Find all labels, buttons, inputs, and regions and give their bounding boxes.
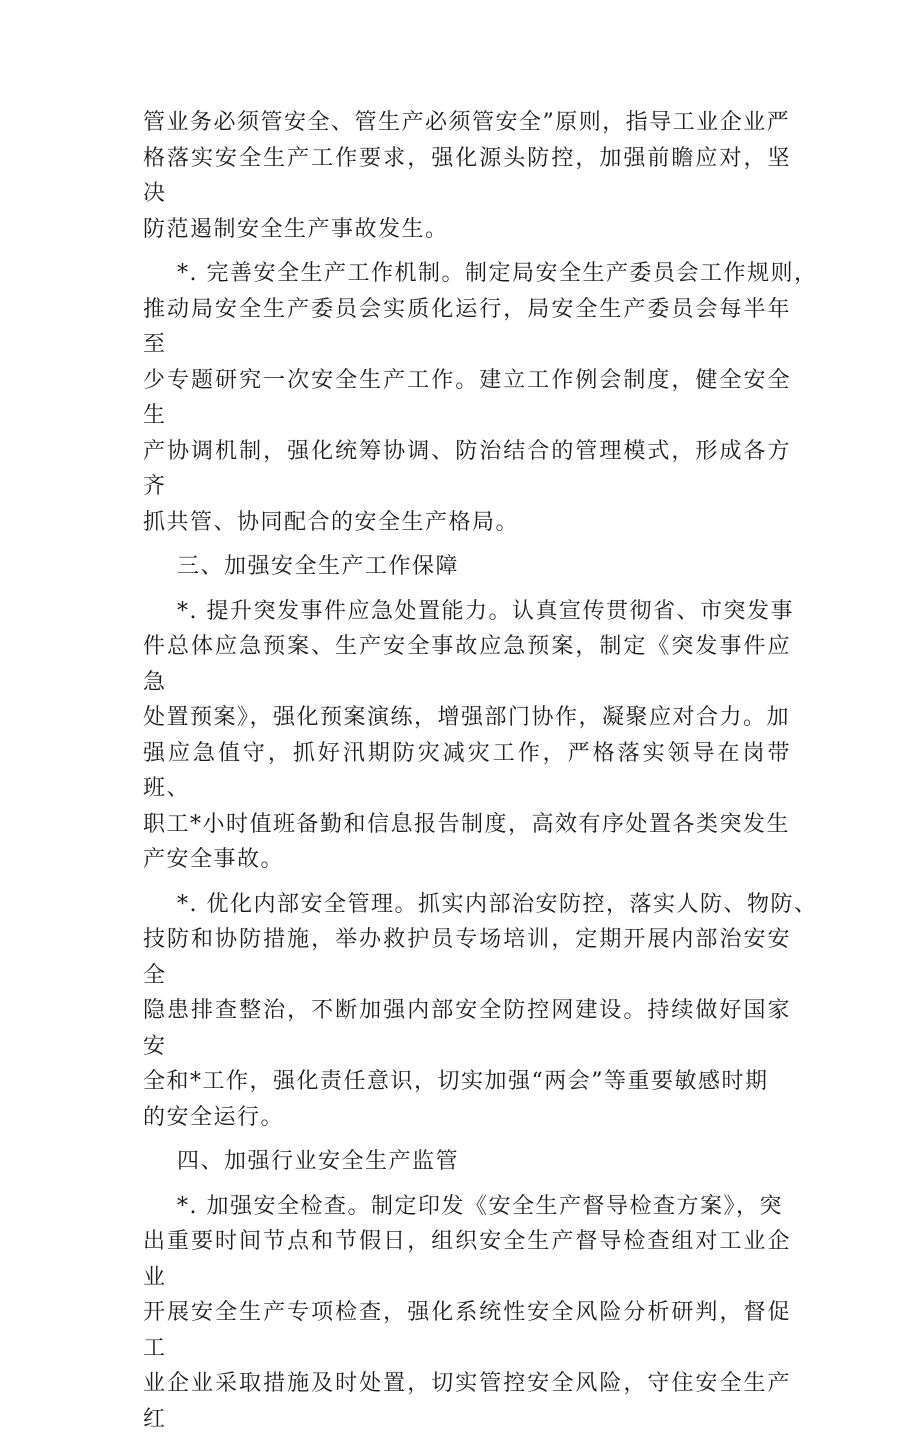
text-line: *. 加强安全检查。制定印发《安全生产督导检查方案》，突 [143,1194,783,1219]
text-line: 推动局安全生产委员会实质化运行，局安全生产委员会每半年至 [143,297,791,358]
heading-text: 三、加强安全生产工作保障 [143,554,459,579]
text-line: 产安全事故。 [143,847,284,872]
paragraph-continuation [143,105,791,247]
text-line: 强应急值守，抓好汛期防灾减灾工作，严格落实领导在岗带班、 [143,741,791,802]
text-line: 隐患排查整治，不断加强内部安全防控网建设。持续做好国家安 [143,998,791,1059]
text-line: 职工*小时值班备勤和信息报告制度，高效有序处置各类突发生 [143,812,790,837]
text-line: *. 完善安全生产工作机制。制定局安全生产委员会工作规则， [143,261,817,286]
text-line: 少专题研究一次安全生产工作。建立工作例会制度，健全安全生 [143,368,791,429]
paragraph-safety-inspection [143,1189,791,1437]
section-heading-3 [143,549,791,585]
text-line: 处置预案》，强化预案演练，增强部门协作，凝聚应对合力。加 [143,705,790,730]
text-line: 抓共管、协同配合的安全生产格局。 [143,510,519,535]
text-line: 防范遏制安全生产事故发生。 [143,217,449,242]
text-line: 出重要时间节点和节假日，组织安全生产督导检查组对工业企业 [143,1229,791,1290]
heading-text: 四、加强行业安全生产监管 [143,1149,459,1174]
paragraph-internal-security [143,887,791,1136]
text-line: 全和*工作，强化责任意识，切实加强“两会”等重要敏感时期 [143,1069,769,1094]
text-line: 件总体应急预案、生产安全事故应急预案，制定《突发事件应急 [143,634,791,695]
text-line: 开展安全生产专项检查，强化系统性安全风险分析研判，督促工 [143,1300,791,1361]
text-line: 管业务必须管安全、管生产必须管安全”原则，指导工业企业严 [143,110,790,135]
text-line: 格落实安全生产工作要求，强化源头防控，加强前瞻应对，坚决 [143,146,791,207]
paragraph-emergency-response [143,594,791,878]
text-line: 业企业采取措施及时处置，切实管控安全风险，守住安全生产红 [143,1371,791,1432]
text-line: *. 优化内部安全管理。抓实内部治安防控，落实人防、物防、 [143,892,817,917]
text-line: 产协调机制，强化统筹协调、防治结合的管理模式，形成各方齐 [143,439,791,500]
section-heading-4 [143,1144,791,1180]
paragraph-work-mechanism [143,256,791,540]
text-line: 的安全运行。 [143,1105,284,1130]
document-body [143,105,791,1437]
text-line: *. 提升突发事件应急处置能力。认真宣传贯彻省、市突发事 [143,599,794,624]
text-line: 技防和协防措施，举办救护员专场培训，定期开展内部治安安全 [143,927,791,988]
